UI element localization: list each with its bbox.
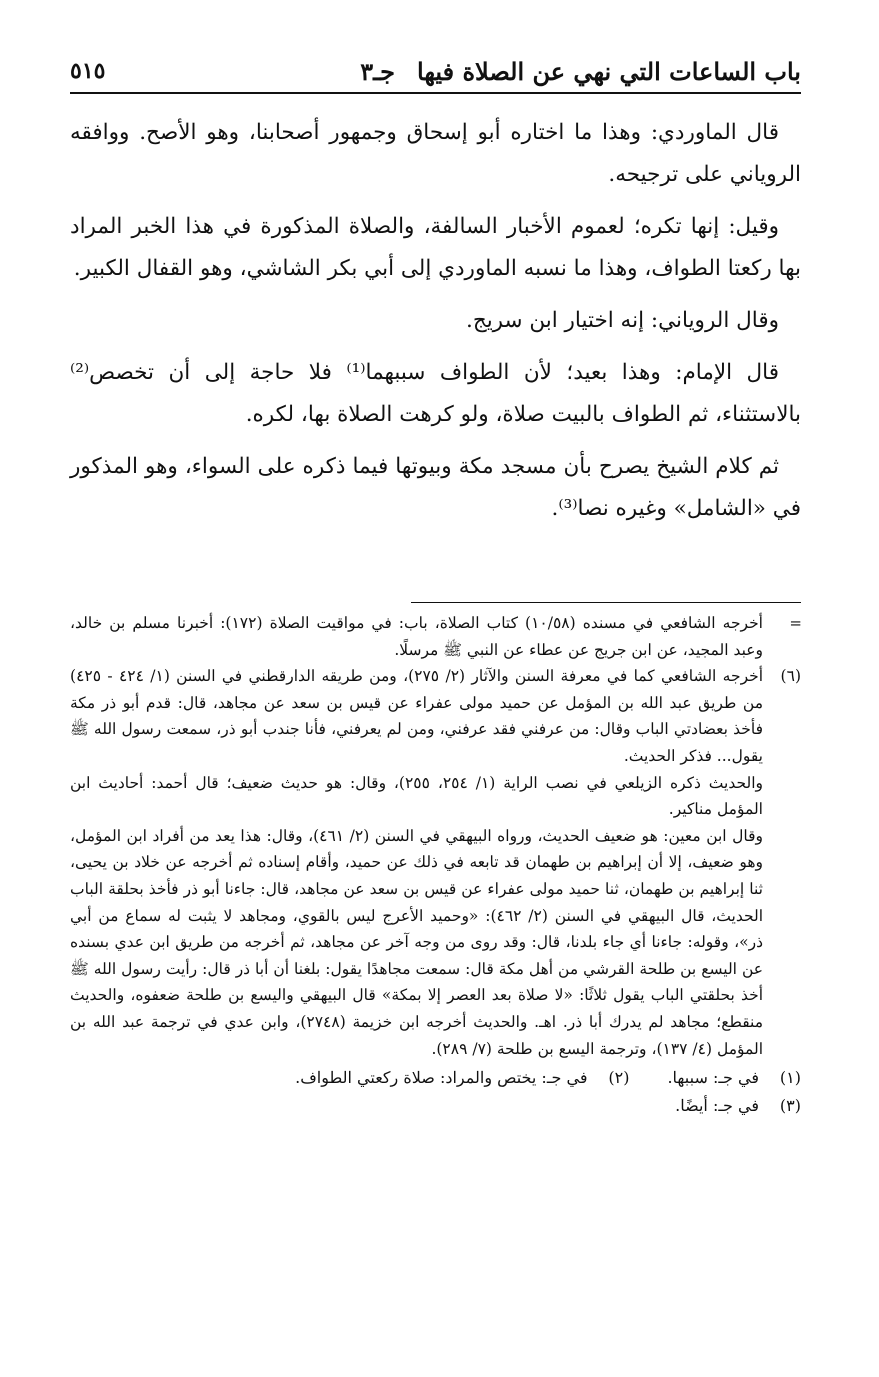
page-number: ٥١٥ [70,58,106,84]
variant-notes-row [70,1064,801,1092]
main-paragraph: ثم كلام الشيخ يصرح بأن مسجد مكة وبيوتها فيما ذكره على السواء، وهو المذكور في «الشامل» وغيره نصا⁽³⁾. [70,454,801,521]
main-paragraph: قال الماوردي: وهذا ما اختاره أبو إسحاق وجمهور أصحابنا، وهو الأصح. ووافقه الروياني على ترجيحه. [70,120,801,187]
main-paragraph: وقيل: إنها تكره؛ لعموم الأخبار السالفة، والصلاة المذكورة في هذا الخبر المراد بها ركعتا الطواف، وهذا ما نسبه الماوردي إلى أبي بكر الشاشي، وهو القفال الكبير. [70,214,801,281]
main-paragraph: قال الإمام: وهذا بعيد؛ لأن الطواف سببهما⁽¹⁾ فلا حاجة إلى أن تخصص⁽²⁾ بالاستثناء، ثم الطواف بالبيت صلاة، ولو كرهت الصلاة بها، لكره. [70,360,801,427]
variant-marker: (١) [779,1068,801,1088]
footnotes-section [70,610,801,1120]
footnote-marker: (٦) [780,667,801,686]
footnote-continuation [70,610,801,663]
book-page [70,0,801,1377]
footnote-text: وقال ابن معين: هو ضعيف الحديث، ورواه البيهقي في السنن (٢/ ٤٦١)، وقال: هذا يعد من أفراد ابن المؤمل، وهو ضعيف، إلا أن إبراهيم بن طهمان قد تابعه في ذلك عن حميد، وأقام إسناده ثم أخرجه عن خلاد بن يحيى، ثنا إبراهيم بن طهمان، ثنا حميد مولى عفراء عن قيس بن سعد عن مجاهد، قال: جاءنا أبو ذر فأخذ بحلقة الباب الحديث، قال البيهقي في السنن (٢/ ٤٦٢): «وحميد الأعرج ليس بالقوي، ومجاهد لا يثبت له سماع من أبي ذر»، وقوله: جاءنا أي جاء بلدنا، قال: وقد روى من وجه آخر عن مجاهد، ثم أخرجه من طريق ابن عدي بسنده عن اليسع بن طلحة القرشي من أهل مكة قال: سمعت مجاهدًا يقول: بلغنا أن أبا ذر قال: رأيت رسول الله ﷺ أخذ بحلقتي الباب يقول ثلاثًا: «لا صلاة بعد العصر إلا بمكة» قال البيهقي واليسع بن طلحة ضعفوه، والحديث منقطع؛ مجاهد لم يدرك أبا ذر. اهـ. والحديث أخرجه ابن خزيمة (٢٧٤٨)، وابن عدي في ترجمة عبد الله بن المؤمل (٤/ ١٣٧)، وترجمة اليسع بن طلحة (٧/ ٢٨٩). [70,826,764,1058]
footnote-6 [70,663,801,1062]
chapter-title [360,57,801,86]
chapter-title-text: باب الساعات التي نهي عن الصلاة فيها [417,56,801,86]
variant-note-text: في جـ: أيضًا. [675,1096,759,1116]
footnote-text: أخرجه الشافعي كما في معرفة السنن والآثار (٢/ ٢٧٥)، ومن طريقه الدارقطني في السنن (١/ ٤٢٤ - ٤٢٥) من طريق عبد الله بن المؤمل عن حميد مولى عفراء عن قيس بن سعد عن مجاهد، قال: قدم أبو ذر مكة فأخذ بعضادتي الباب وقال: من عرفني فقد عرفني، ومن لم يعرفني، فأنا جندب أبو ذر، سمعت رسول الله ﷺ يقول... فذكر الحديث. [70,667,764,765]
variant-notes [70,1064,801,1120]
variant-marker: (٣) [779,1096,801,1116]
footnote-rule [411,602,801,603]
main-paragraph: وقال الروياني: إنه اختيار ابن سريج. [465,308,779,333]
variant-note-text: في جـ: يختص والمراد: صلاة ركعتي الطواف. [295,1068,588,1088]
footnote-text: والحديث ذكره الزيلعي في نصب الراية (١/ ٢٥٤، ٢٥٥)، وقال: هو حديث ضعيف؛ قال أحمد: أحاديث ابن المؤمل مناكير. [70,773,763,819]
variant-note-text: في جـ: سببها. [667,1068,759,1088]
running-header [70,50,801,94]
continuation-mark: = [789,614,801,632]
variant-marker: (٢) [608,1068,630,1088]
volume-label: جـ٣ [360,56,395,86]
variant-notes-row [70,1092,801,1120]
main-text [70,112,801,540]
footnote-separator [70,602,801,603]
footnote-text: أخرجه الشافعي في مسنده (١٠/٥٨) كتاب الصلاة، باب: في مواقيت الصلاة (١٧٢): أخبرنا مسلم بن خالد، وعبد المجيد، عن ابن جريج عن عطاء عن النبي ﷺ مرسلًا. [70,614,763,659]
